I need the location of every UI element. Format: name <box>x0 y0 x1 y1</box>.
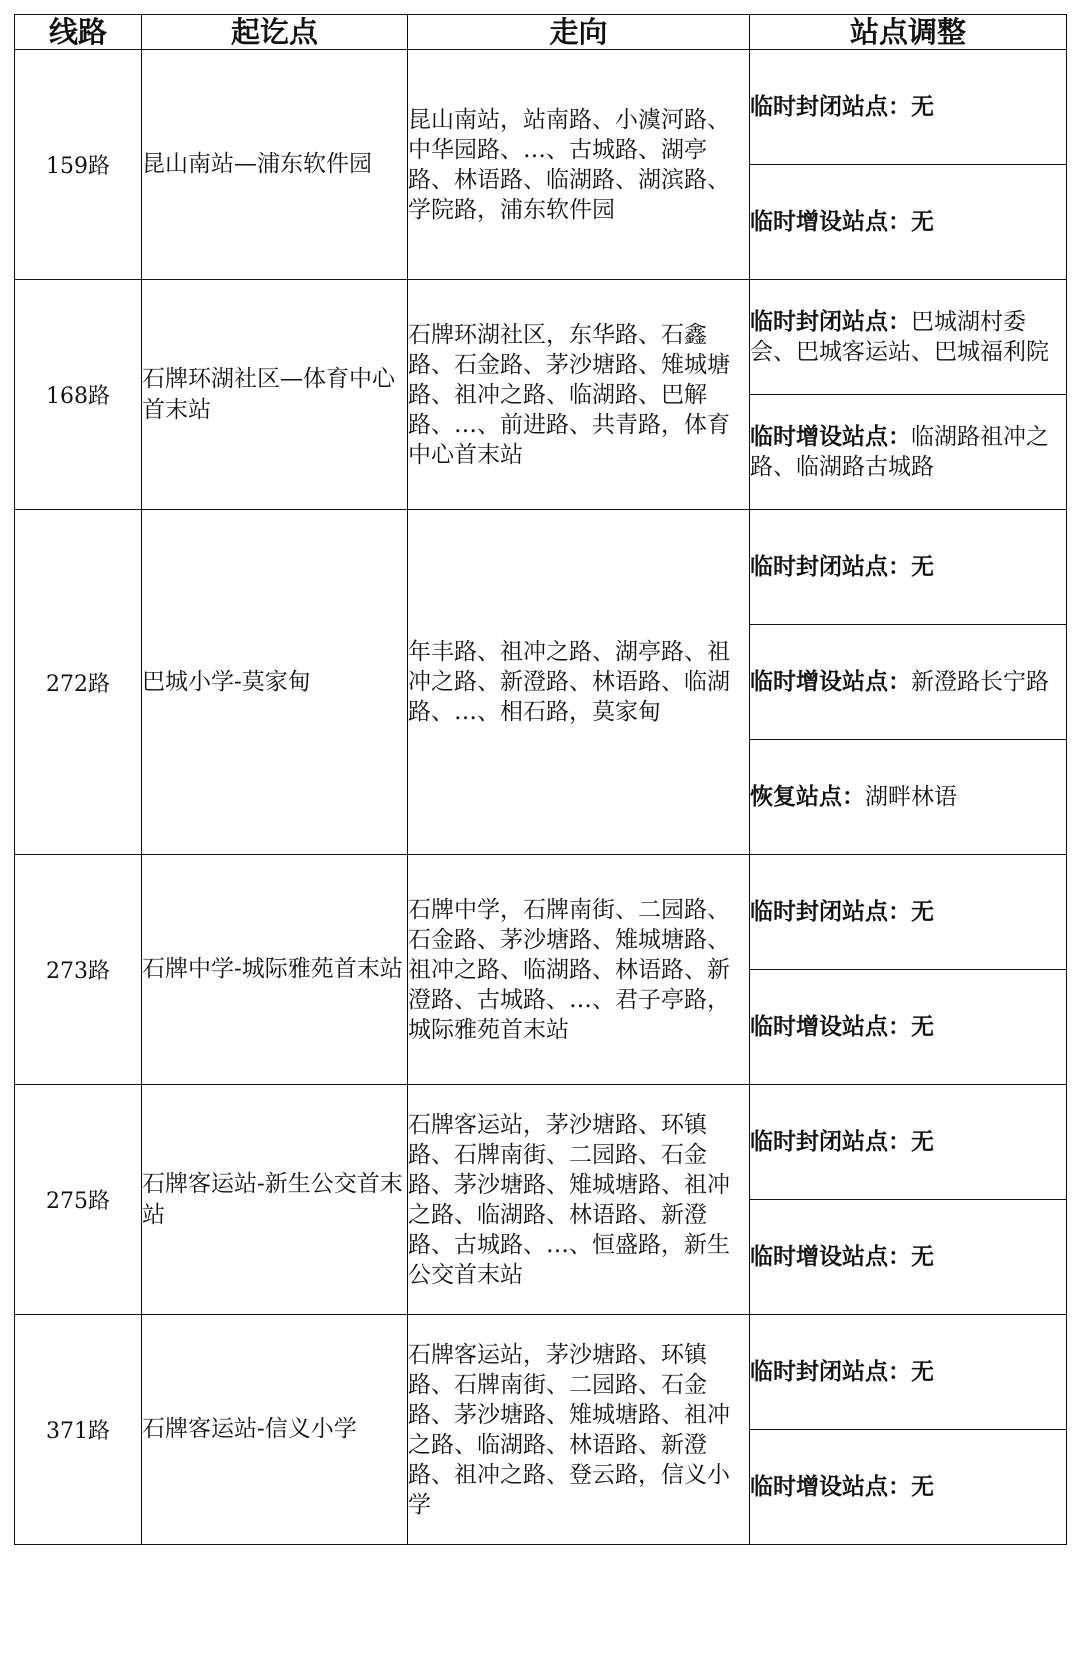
station-adjustment-cell <box>750 280 1067 395</box>
adjustment-label: 临时封闭站点： <box>750 93 911 120</box>
station-adjustment-cell <box>750 855 1067 970</box>
endpoints-cell: 石牌中学-城际雅苑首末站 <box>142 855 408 1085</box>
adjustment-label: 临时增设站点： <box>750 208 911 235</box>
adjustment-label: 临时封闭站点： <box>750 1128 911 1155</box>
adjustment-value: 无 <box>911 1013 934 1040</box>
station-adjustment-cell <box>750 1085 1067 1200</box>
header-endpoints: 起讫点 <box>142 15 408 50</box>
route-cell: 石牌中学，石牌南街、二园路、石金路、茅沙塘路、雉城塘路、祖冲之路、临湖路、林语路、新澄路、古城路、…、君子亭路，城际雅苑首末站 <box>408 855 750 1085</box>
header-row <box>15 15 1067 50</box>
endpoints-cell: 昆山南站—浦东软件园 <box>142 50 408 280</box>
adjustment-value: 无 <box>911 1358 934 1385</box>
adjustment-value: 无 <box>911 208 934 235</box>
station-adjustment-cell <box>750 395 1067 510</box>
endpoints-cell: 巴城小学-莫家甸 <box>142 510 408 855</box>
endpoints-cell: 石牌客运站-新生公交首末站 <box>142 1085 408 1315</box>
endpoints-cell: 石牌环湖社区—体育中心首末站 <box>142 280 408 510</box>
route-cell: 石牌客运站，茅沙塘路、环镇路、石牌南街、二园路、石金路、茅沙塘路、雉城塘路、祖冲之路、临湖路、林语路、新澄路、祖冲之路、登云路，信义小学 <box>408 1315 750 1545</box>
adjustment-label: 临时封闭站点： <box>750 898 911 925</box>
station-adjustment-cell <box>750 1315 1067 1430</box>
adjustment-value: 无 <box>911 898 934 925</box>
adjustment-label: 临时增设站点： <box>750 1243 911 1270</box>
route-cell: 昆山南站，站南路、小澞河路、中华园路、…、古城路、湖亭路、林语路、临湖路、湖滨路、学院路，浦东软件园 <box>408 50 750 280</box>
line-number-cell: 275路 <box>15 1085 142 1315</box>
line-number-cell: 159路 <box>15 50 142 280</box>
adjustment-label: 临时封闭站点： <box>750 553 911 580</box>
adjustment-value: 无 <box>911 1128 934 1155</box>
adjustment-label: 临时封闭站点： <box>750 308 911 335</box>
station-adjustment-cell <box>750 625 1067 740</box>
table-row <box>15 50 1067 165</box>
station-adjustment-cell <box>750 970 1067 1085</box>
endpoints-cell: 石牌客运站-信义小学 <box>142 1315 408 1545</box>
station-adjustment-cell <box>750 50 1067 165</box>
route-cell: 石牌客运站，茅沙塘路、环镇路、石牌南街、二园路、石金路、茅沙塘路、雉城塘路、祖冲之路、临湖路、林语路、新澄路、古城路、…、恒盛路，新生公交首末站 <box>408 1085 750 1315</box>
route-adjustment-table <box>14 14 1067 1545</box>
adjustment-label: 临时增设站点： <box>750 668 911 695</box>
route-cell: 石牌环湖社区，东华路、石鑫路、石金路、茅沙塘路、雉城塘路、祖冲之路、临湖路、巴解路、…、前进路、共青路，体育中心首末站 <box>408 280 750 510</box>
adjustment-label: 临时增设站点： <box>750 1013 911 1040</box>
adjustment-label: 恢复站点： <box>750 783 865 810</box>
line-number-cell: 272路 <box>15 510 142 855</box>
table-row <box>15 280 1067 395</box>
station-adjustment-cell <box>750 1200 1067 1315</box>
adjustment-label: 临时增设站点： <box>750 1473 911 1500</box>
adjustment-value: 临湖路祖冲之路、临湖路古城路 <box>750 424 1049 480</box>
header-adjust: 站点调整 <box>750 15 1067 50</box>
line-number-cell: 168路 <box>15 280 142 510</box>
header-route: 走向 <box>408 15 750 50</box>
adjustment-value: 湖畔林语 <box>865 784 957 810</box>
station-adjustment-cell <box>750 165 1067 280</box>
adjustment-label: 临时增设站点： <box>750 423 911 450</box>
adjustment-value: 无 <box>911 1473 934 1500</box>
line-number-cell: 371路 <box>15 1315 142 1545</box>
adjustment-value: 新澄路长宁路 <box>911 669 1049 695</box>
adjustment-value: 无 <box>911 1243 934 1270</box>
table-row <box>15 510 1067 625</box>
station-adjustment-cell <box>750 740 1067 855</box>
line-number-cell: 273路 <box>15 855 142 1085</box>
adjustment-value: 无 <box>911 93 934 120</box>
table-row <box>15 855 1067 970</box>
adjustment-value: 无 <box>911 553 934 580</box>
adjustment-value: 巴城湖村委会、巴城客运站、巴城福利院 <box>750 309 1049 365</box>
station-adjustment-cell <box>750 510 1067 625</box>
header-line: 线路 <box>15 15 142 50</box>
table-row <box>15 1085 1067 1200</box>
route-cell: 年丰路、祖冲之路、湖亭路、祖冲之路、新澄路、林语路、临湖路、…、相石路，莫家甸 <box>408 510 750 855</box>
table-body <box>15 50 1067 1545</box>
adjustment-label: 临时封闭站点： <box>750 1358 911 1385</box>
station-adjustment-cell <box>750 1430 1067 1545</box>
table-row <box>15 1315 1067 1430</box>
